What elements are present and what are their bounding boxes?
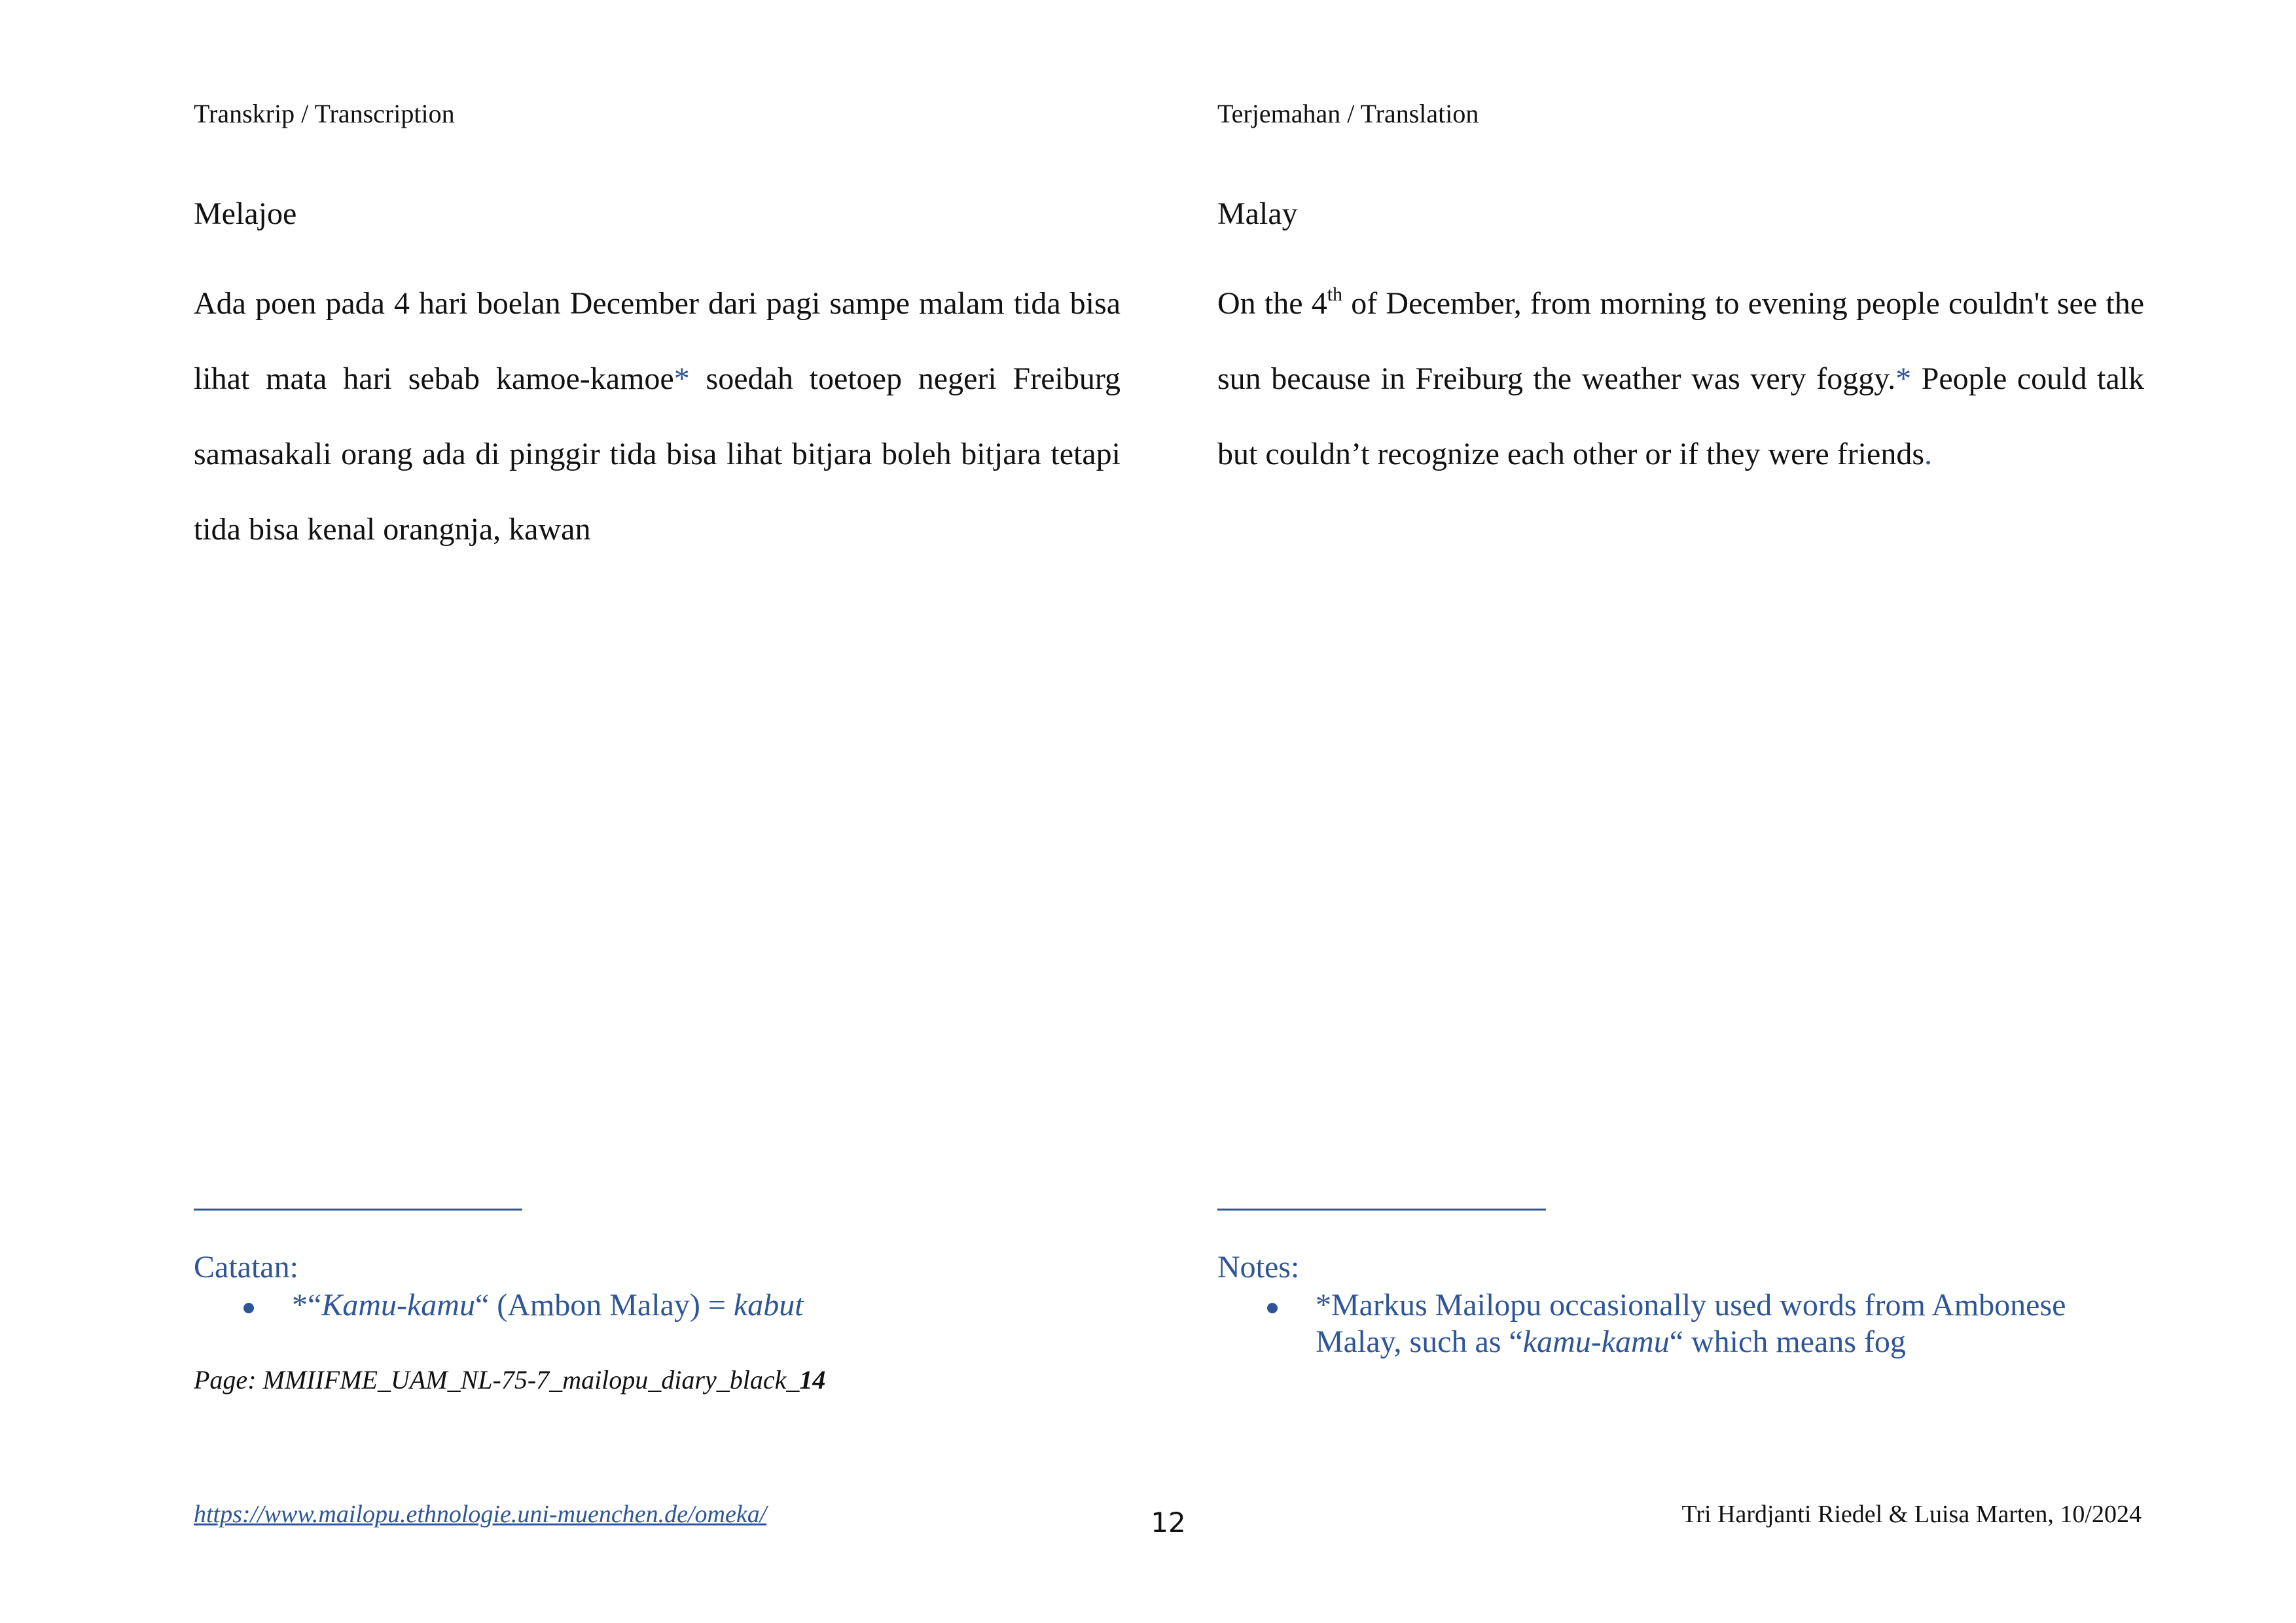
bullet-icon (243, 1303, 254, 1313)
translation-column (1217, 0, 2144, 1623)
note-term: kamu-kamu (1522, 1324, 1670, 1359)
translation-text: On the 4th of December, from morning to evening people couldn't see the sun because in Freiburg the weather was very foggy.* People could talk but couldn’t recognize each other or if they were friends. (1217, 283, 2144, 471)
ordinal-suffix: th (1327, 283, 1343, 305)
page-reference-number: 14 (799, 1365, 826, 1395)
note-term: Kamu-kamu (321, 1288, 475, 1322)
omeka-link[interactable]: https://www.mailopu.ethnologie.uni-muenchen.de/omeka/ (194, 1501, 767, 1528)
language-heading: Melajoe (194, 196, 297, 231)
page-number: 12 (1151, 1506, 1186, 1539)
note-gloss: kabut (733, 1288, 804, 1322)
translation-header: Terjemahan / Translation (1217, 99, 1479, 128)
language-heading: Malay (1217, 196, 1298, 231)
transcription-text-part1: Ada poen pada 4 hari boelan December dari pagi sampe malam tida bisa lihat mata hari sebab kamoe-kamoe (194, 286, 1121, 396)
footnote-marker: * (1895, 361, 1912, 396)
footnote-divider (1217, 1209, 1546, 1211)
note-item: *“Kamu-kamu“ (Ambon Malay) = kabut (194, 1287, 1121, 1324)
author-credit: Tri Hardjanti Riedel & Luisa Marten, 10/2024 (1681, 1501, 2142, 1528)
note-item: *Markus Mailopu occasionally used words from Ambonese Malay, such as “kamu-kamu“ which means fog (1217, 1287, 2144, 1360)
notes-label: Catatan: (194, 1250, 298, 1285)
footnote-divider (194, 1209, 522, 1211)
footnote-marker: * (673, 361, 690, 396)
transcription-header: Transkrip / Transcription (194, 99, 455, 128)
transcription-text-part2: soedah toetoep negeri Freiburg samasakali orang ada di pinggir tida bisa lihat bitjara boleh bitjara tetapi tida bisa kenal orangnja, kawan (194, 361, 1121, 547)
bullet-icon (1267, 1303, 1278, 1313)
notes-label: Notes: (1217, 1250, 1300, 1285)
page-reference: Page: MMIIFME_UAM_NL-75-7_mailopu_diary_black_14 (194, 1365, 826, 1395)
transcription-text (194, 266, 1121, 567)
transcription-column (194, 0, 1121, 1623)
notes-list (194, 1287, 1121, 1324)
notes-list (1217, 1287, 2144, 1360)
